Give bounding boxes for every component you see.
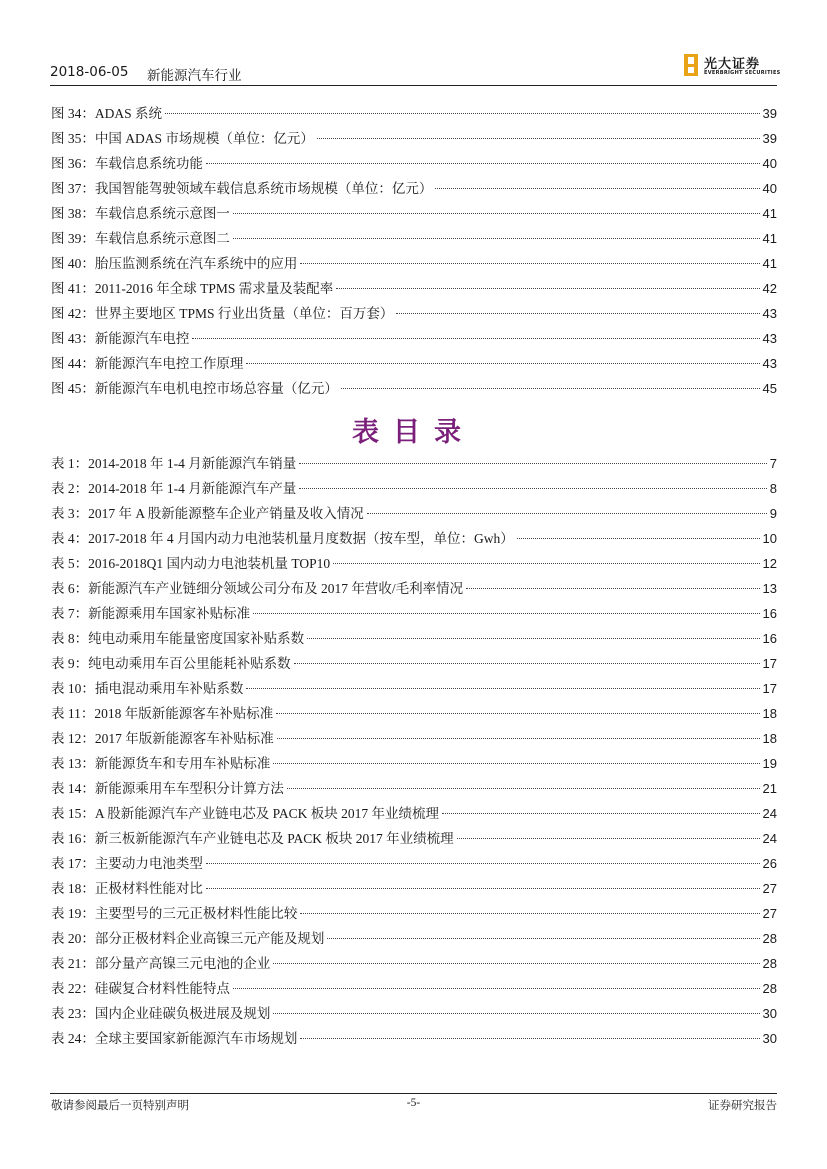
table-entry-page: 30 xyxy=(762,1031,777,1046)
dot-leader xyxy=(341,388,760,389)
table-entry[interactable] xyxy=(51,551,777,576)
figure-entry-label: 图 37：我国智能驾驶领域车载信息系统市场规模（单位：亿元） xyxy=(51,181,433,196)
figure-entry-label: 图 35：中国 ADAS 市场规模（单位：亿元） xyxy=(51,131,314,146)
dot-leader xyxy=(333,563,759,564)
figure-entry[interactable] xyxy=(51,351,777,376)
company-logo xyxy=(684,53,780,79)
table-entry-label: 表 17：主要动力电池类型 xyxy=(51,856,203,871)
table-entry[interactable] xyxy=(51,626,777,651)
table-entry-label: 表 11：2018 年版新能源客车补贴标准 xyxy=(51,706,274,721)
dot-leader xyxy=(287,788,760,789)
dot-leader xyxy=(192,338,759,339)
footer-divider xyxy=(50,1093,777,1094)
table-entry[interactable] xyxy=(51,451,777,476)
header-divider xyxy=(50,85,777,86)
table-entry-page: 10 xyxy=(762,531,777,546)
figure-entry-page: 41 xyxy=(762,256,777,271)
figure-entry-label: 图 40：胎压监测系统在汽车系统中的应用 xyxy=(51,256,298,271)
table-entry-label: 表 5：2016-2018Q1 国内动力电池装机量 TOP10 xyxy=(51,556,331,571)
dot-leader xyxy=(273,1013,759,1014)
table-entry-page: 24 xyxy=(762,806,777,821)
table-entry[interactable] xyxy=(51,726,777,751)
table-entry[interactable] xyxy=(51,826,777,851)
table-entry-label: 表 20：部分正极材料企业高镍三元产能及规划 xyxy=(51,931,325,946)
dot-leader xyxy=(246,688,759,689)
table-entry-label: 表 6：新能源汽车产业链细分领域公司分布及 2017 年营收/毛利率情况 xyxy=(51,581,464,596)
industry-name: 新能源汽车行业 xyxy=(147,68,242,84)
table-entry[interactable] xyxy=(51,526,777,551)
dot-leader xyxy=(300,1038,759,1039)
dot-leader xyxy=(253,613,759,614)
figure-entry-page: 41 xyxy=(762,231,777,246)
dot-leader xyxy=(273,763,759,764)
dot-leader xyxy=(517,538,760,539)
table-entry-page: 16 xyxy=(762,631,777,646)
table-list-title: 表目录 xyxy=(352,417,475,448)
figure-entry[interactable] xyxy=(51,226,777,251)
figure-entry[interactable] xyxy=(51,251,777,276)
table-entry-page: 18 xyxy=(762,706,777,721)
dot-leader xyxy=(300,263,759,264)
figure-entry-page: 42 xyxy=(762,281,777,296)
table-entry-page: 27 xyxy=(762,906,777,921)
table-list xyxy=(51,451,777,1051)
figure-entry-label: 图 39：车载信息系统示意图二 xyxy=(51,231,230,246)
table-entry-page: 28 xyxy=(762,931,777,946)
table-entry[interactable] xyxy=(51,876,777,901)
figure-entry[interactable] xyxy=(51,376,777,401)
dot-leader xyxy=(317,138,760,139)
table-entry[interactable] xyxy=(51,476,777,501)
dot-leader xyxy=(299,488,767,489)
table-entry[interactable] xyxy=(51,901,777,926)
table-entry-page: 8 xyxy=(769,481,777,496)
figure-entry-page: 43 xyxy=(762,331,777,346)
table-entry[interactable] xyxy=(51,851,777,876)
table-entry-page: 24 xyxy=(762,831,777,846)
dot-leader xyxy=(457,838,760,839)
table-entry[interactable] xyxy=(51,501,777,526)
table-entry-page: 19 xyxy=(762,756,777,771)
table-entry-page: 16 xyxy=(762,606,777,621)
dot-leader xyxy=(277,738,760,739)
figure-entry-page: 40 xyxy=(762,156,777,171)
dot-leader xyxy=(233,213,760,214)
table-entry-page: 17 xyxy=(762,681,777,696)
table-entry-label: 表 10：插电混动乘用车补贴系数 xyxy=(51,681,244,696)
figure-entry-page: 43 xyxy=(762,356,777,371)
table-entry-label: 表 2：2014-2018 年 1-4 月新能源汽车产量 xyxy=(51,481,297,496)
table-entry[interactable] xyxy=(51,701,777,726)
table-entry-page: 7 xyxy=(769,456,777,471)
table-entry[interactable] xyxy=(51,1026,777,1051)
table-entry-label: 表 21：部分量产高镍三元电池的企业 xyxy=(51,956,271,971)
table-entry-label: 表 1：2014-2018 年 1-4 月新能源汽车销量 xyxy=(51,456,297,471)
figure-entry-label: 图 42：世界主要地区 TPMS 行业出货量（单位：百万套） xyxy=(51,306,394,321)
disclaimer-note: 敬请参阅最后一页特别声明 xyxy=(51,1098,189,1112)
page-number: -5- xyxy=(406,1097,421,1109)
figure-entry-label: 图 34：ADAS 系统 xyxy=(51,106,163,121)
figure-entry-page: 43 xyxy=(762,306,777,321)
figure-entry-page: 40 xyxy=(762,181,777,196)
dot-leader xyxy=(165,113,760,114)
figure-entry-label: 图 38：车载信息系统示意图一 xyxy=(51,206,230,221)
table-entry-label: 表 22：硅碳复合材料性能特点 xyxy=(51,981,230,996)
table-entry-page: 18 xyxy=(762,731,777,746)
dot-leader xyxy=(206,163,760,164)
table-entry-page: 12 xyxy=(762,556,777,571)
table-entry[interactable] xyxy=(51,801,777,826)
table-entry-label: 表 18：正极材料性能对比 xyxy=(51,881,203,896)
table-entry-label: 表 19：主要型号的三元正极材料性能比较 xyxy=(51,906,298,921)
table-entry-page: 28 xyxy=(762,956,777,971)
table-entry-page: 26 xyxy=(762,856,777,871)
dot-leader xyxy=(442,813,760,814)
logo-text: 光大证券 xyxy=(704,57,761,72)
dot-leader xyxy=(367,513,767,514)
dot-leader xyxy=(396,313,759,314)
report-type: 证券研究报告 xyxy=(708,1098,777,1112)
dot-leader xyxy=(435,188,759,189)
table-entry[interactable] xyxy=(51,601,777,626)
table-entry-page: 21 xyxy=(762,781,777,796)
figure-entry-label: 图 36：车载信息系统功能 xyxy=(51,156,203,171)
dot-leader xyxy=(233,988,760,989)
table-entry[interactable] xyxy=(51,751,777,776)
report-date: 2018-06-05 xyxy=(50,64,129,80)
table-entry[interactable] xyxy=(51,576,777,601)
logo-english-text: EVERBRIGHT SECURITIES xyxy=(704,70,781,76)
figure-entry-label: 图 44：新能源汽车电控工作原理 xyxy=(51,356,244,371)
dot-leader xyxy=(273,963,759,964)
dot-leader xyxy=(294,663,760,664)
table-entry-page: 30 xyxy=(762,1006,777,1021)
dot-leader xyxy=(206,863,760,864)
table-entry[interactable] xyxy=(51,676,777,701)
dot-leader xyxy=(233,238,760,239)
table-entry[interactable] xyxy=(51,976,777,1001)
table-entry[interactable] xyxy=(51,926,777,951)
figure-entry-page: 39 xyxy=(762,106,777,121)
dot-leader xyxy=(299,463,767,464)
figure-entry-label: 图 43：新能源汽车电控 xyxy=(51,331,190,346)
figure-entry[interactable] xyxy=(51,276,777,301)
dot-leader xyxy=(327,938,759,939)
table-entry-label: 表 14：新能源乘用车车型积分计算方法 xyxy=(51,781,284,796)
table-entry[interactable] xyxy=(51,776,777,801)
figure-entry[interactable] xyxy=(51,176,777,201)
figure-entry[interactable] xyxy=(51,326,777,351)
table-entry-label: 表 7：新能源乘用车国家补贴标准 xyxy=(51,606,251,621)
table-entry[interactable] xyxy=(51,651,777,676)
table-entry-label: 表 3：2017 年 A 股新能源整车企业产销量及收入情况 xyxy=(51,506,364,521)
table-entry-label: 表 24：全球主要国家新能源汽车市场规划 xyxy=(51,1031,298,1046)
table-entry-label: 表 16：新三板新能源汽车产业链电芯及 PACK 板块 2017 年业绩梳理 xyxy=(51,831,454,846)
table-entry-page: 28 xyxy=(762,981,777,996)
table-entry-page: 27 xyxy=(762,881,777,896)
figure-entry[interactable] xyxy=(51,301,777,326)
dot-leader xyxy=(307,638,759,639)
table-entry[interactable] xyxy=(51,951,777,976)
table-entry-label: 表 4：2017-2018 年 4 月国内动力电池装机量月度数据（按车型，单位：Gwh） xyxy=(51,531,514,546)
table-entry[interactable] xyxy=(51,1001,777,1026)
table-entry-label: 表 15：A 股新能源汽车产业链电芯及 PACK 板块 2017 年业绩梳理 xyxy=(51,806,440,821)
dot-leader xyxy=(336,288,759,289)
figure-entry[interactable] xyxy=(51,201,777,226)
table-entry-page: 17 xyxy=(762,656,777,671)
logo-mark-icon xyxy=(684,54,698,76)
figure-list xyxy=(51,101,777,401)
dot-leader xyxy=(300,913,759,914)
dot-leader xyxy=(206,888,760,889)
dot-leader xyxy=(246,363,759,364)
table-entry-label: 表 9：纯电动乘用车百公里能耗补贴系数 xyxy=(51,656,291,671)
page-header xyxy=(50,62,776,84)
dot-leader xyxy=(466,588,759,589)
table-entry-label: 表 8：纯电动乘用车能量密度国家补贴系数 xyxy=(51,631,305,646)
figure-entry[interactable] xyxy=(51,101,777,126)
table-entry-label: 表 23：国内企业硅碳负极进展及规划 xyxy=(51,1006,271,1021)
figure-entry-page: 45 xyxy=(762,381,777,396)
table-entry-page: 13 xyxy=(762,581,777,596)
figure-entry-page: 41 xyxy=(762,206,777,221)
dot-leader xyxy=(276,713,759,714)
table-entry-label: 表 12：2017 年版新能源客车补贴标准 xyxy=(51,731,274,746)
table-entry-page: 9 xyxy=(769,506,777,521)
figure-entry[interactable] xyxy=(51,126,777,151)
figure-entry-label: 图 45：新能源汽车电机电控市场总容量（亿元） xyxy=(51,381,338,396)
figure-entry-page: 39 xyxy=(762,131,777,146)
figure-entry[interactable] xyxy=(51,151,777,176)
table-entry-label: 表 13：新能源货车和专用车补贴标准 xyxy=(51,756,271,771)
figure-entry-label: 图 41：2011-2016 年全球 TPMS 需求量及装配率 xyxy=(51,281,334,296)
